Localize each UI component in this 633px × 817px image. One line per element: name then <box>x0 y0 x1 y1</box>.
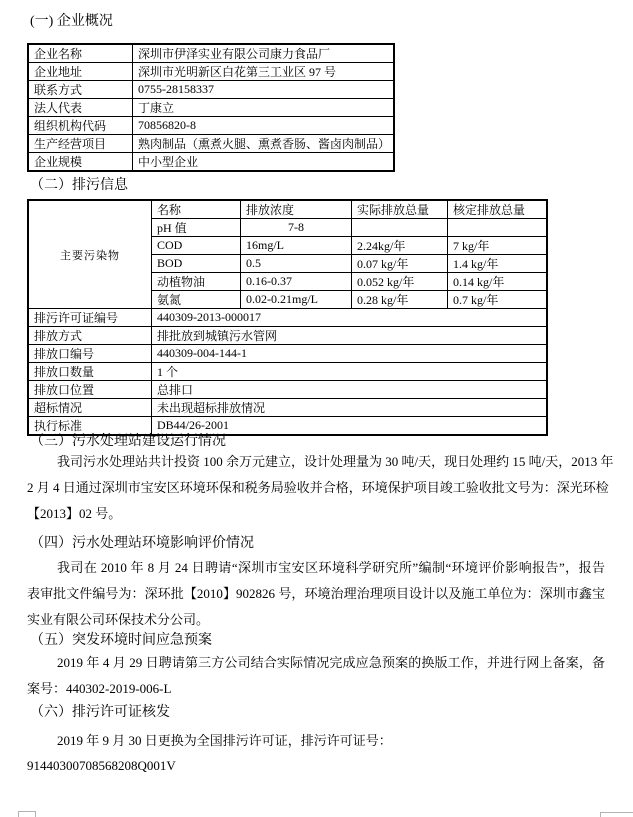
row-label: 执行标准 <box>28 417 152 436</box>
row-label: 排放口位置 <box>28 381 152 399</box>
row-value: 1 个 <box>152 363 548 381</box>
pollutant-name: pH 值 <box>152 219 241 237</box>
row-value: 丁康立 <box>133 99 395 117</box>
section-title-company-overview: (一) 企业概况 <box>30 14 113 29</box>
page-corner-mark-left <box>18 811 36 817</box>
table-row <box>28 44 394 63</box>
paragraph-eia <box>27 555 605 633</box>
col-header-actual-total: 实际排放总量 <box>352 200 448 219</box>
pollutant-concentration: 16mg/L <box>241 237 352 255</box>
merged-pollutant-label: 主要污染物 <box>28 200 152 309</box>
row-value: 440309-2013-000017 <box>152 309 548 327</box>
row-value: 中小型企业 <box>133 153 395 172</box>
pollutant-actual: 0.052 kg/年 <box>352 273 448 291</box>
paragraph-line: 我司在 2010 年 8 月 24 日聘请“深圳市宝安区环境科学研究所”编制“环境评价影响报告”，报告 <box>57 560 605 575</box>
row-label: 生产经营项目 <box>28 135 133 153</box>
table-row <box>28 135 394 153</box>
row-value: 深圳市伊泽实业有限公司康力食品厂 <box>133 44 395 63</box>
row-value: 未出现超标排放情况 <box>152 399 548 417</box>
paragraph-line: 案号：440302-2019-006-L <box>27 681 172 696</box>
table-row <box>28 399 547 417</box>
paragraph-line: 2019 年 9 月 30 日更换为全国排污许可证，排污许可证号： <box>57 733 392 748</box>
row-value: 深圳市光明新区白花第三工业区 97 号 <box>133 63 395 81</box>
section-title-emergency-plan: （五）突发环境时间应急预案 <box>30 633 212 648</box>
row-label: 超标情况 <box>28 399 152 417</box>
section-title-eia: （四）污水处理站环境影响评价情况 <box>30 536 254 551</box>
table-row <box>28 345 547 363</box>
col-header-concentration: 排放浓度 <box>241 200 352 219</box>
paragraph-line: 【2013】02 号。 <box>27 506 122 521</box>
table-row <box>28 99 394 117</box>
table-row <box>28 381 547 399</box>
pollutant-approved: 0.14 kg/年 <box>448 273 548 291</box>
pollutant-name: 动植物油 <box>152 273 241 291</box>
pollutant-actual: 0.07 kg/年 <box>352 255 448 273</box>
table-row <box>28 153 394 172</box>
table-header-row <box>28 200 547 219</box>
row-label: 排放口编号 <box>28 345 152 363</box>
table-row <box>28 63 394 81</box>
section-title-wastewater-station: （三）污水处理站建设运行情况 <box>30 434 226 449</box>
paragraph-emergency-plan <box>27 650 605 702</box>
table-row <box>28 81 394 99</box>
paragraph-line: 2019 年 4 月 29 日聘请第三方公司结合实际情况完成应急预案的换版工作，并进行网上备案，备 <box>57 655 605 670</box>
pollutant-concentration: 7-8 <box>241 219 352 237</box>
pollutant-name: COD <box>152 237 241 255</box>
paragraph-wastewater-station <box>27 449 614 527</box>
pollutant-approved: 0.7 kg/年 <box>448 291 548 309</box>
paragraph-line: 2 月 4 日通过深圳市宝安区环境环保和税务局验收并合格，环境保护项目竣工验收批文号为：深光环检 <box>27 480 609 495</box>
pollutant-actual <box>352 219 448 237</box>
section-title-permit-issuance: （六）排污许可证核发 <box>30 705 170 720</box>
page-corner-mark-right <box>600 812 633 817</box>
company-overview-table <box>27 43 395 172</box>
row-label: 企业名称 <box>28 44 133 63</box>
paragraph-line: 表审批文件编号为：深环批【2010】902826 号，环境治理治理项目设计以及施工单位为：深圳市鑫宝 <box>27 586 605 601</box>
row-value: 排批放到城镇污水管网 <box>152 327 548 345</box>
paragraph-permit-issuance <box>27 728 605 754</box>
pollutant-concentration: 0.16-0.37 <box>241 273 352 291</box>
row-value: 440309-004-144-1 <box>152 345 548 363</box>
row-label: 法人代表 <box>28 99 133 117</box>
row-value: 0755-28158337 <box>133 81 395 99</box>
pollutant-name: 氨氮 <box>152 291 241 309</box>
row-label: 排放口数量 <box>28 363 152 381</box>
table-row <box>28 309 547 327</box>
row-value: 总排口 <box>152 381 548 399</box>
pollutant-concentration: 0.5 <box>241 255 352 273</box>
row-label: 排放方式 <box>28 327 152 345</box>
pollution-info-table <box>27 199 548 436</box>
table-row <box>28 327 547 345</box>
paragraph-line: 实业有限公司环保技术分公司。 <box>27 612 210 627</box>
pollutant-actual: 0.28 kg/年 <box>352 291 448 309</box>
pollutant-concentration: 0.02-0.21mg/L <box>241 291 352 309</box>
table-row <box>28 117 394 135</box>
col-header-approved-total: 核定排放总量 <box>448 200 548 219</box>
row-label: 联系方式 <box>28 81 133 99</box>
row-label: 排污许可证编号 <box>28 309 152 327</box>
col-header-name: 名称 <box>152 200 241 219</box>
section-title-pollution-info: （二）排污信息 <box>30 178 128 193</box>
row-value: 熟肉制品（熏煮火腿、熏煮香肠、酱卤肉制品） <box>133 135 395 153</box>
table-row <box>28 363 547 381</box>
row-value: DB44/26-2001 <box>152 417 548 436</box>
pollutant-name: BOD <box>152 255 241 273</box>
paragraph-line: 我司污水处理站共计投资 100 余万元建立，设计处理量为 30 吨/天，现日处理约 15 吨/天，2013 年 <box>57 454 614 469</box>
pollutant-approved <box>448 219 548 237</box>
row-label: 企业地址 <box>28 63 133 81</box>
pollutant-approved: 1.4 kg/年 <box>448 255 548 273</box>
row-label: 企业规模 <box>28 153 133 172</box>
pollutant-approved: 7 kg/年 <box>448 237 548 255</box>
pollutant-actual: 2.24kg/年 <box>352 237 448 255</box>
permit-number: 91440300708568208Q001V <box>27 758 176 773</box>
row-label: 组织机构代码 <box>28 117 133 135</box>
row-value: 70856820-8 <box>133 117 395 135</box>
